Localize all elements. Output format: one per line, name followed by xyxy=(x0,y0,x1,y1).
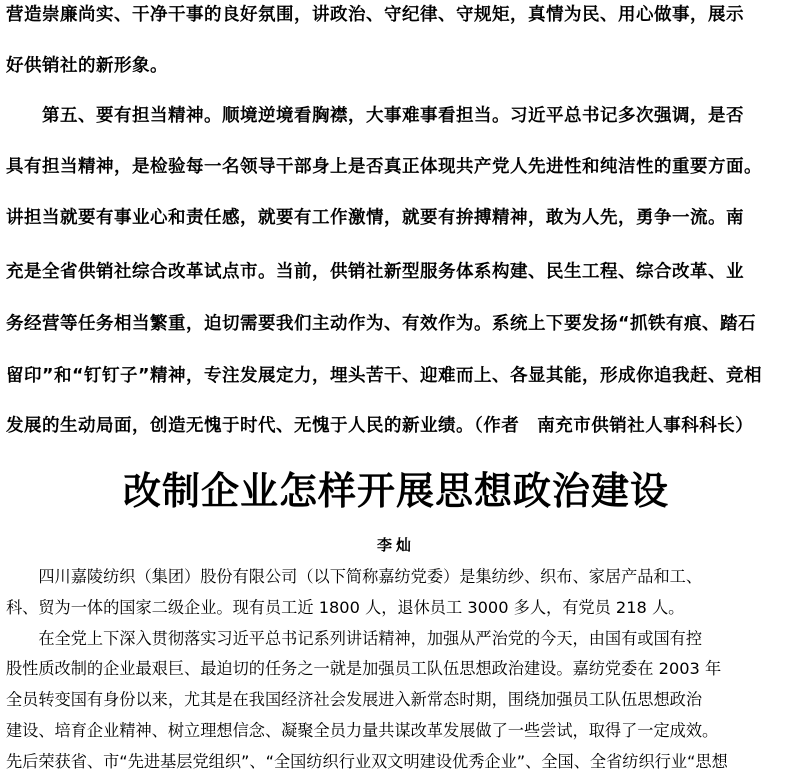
article-title: 改制企业怎样开展思想政治建设 xyxy=(122,468,669,513)
paragraph-line: 建设、培育企业精神、树立理想信念、凝聚全员力量共谋改革发展做了一些尝试，取得了一定成效。 xyxy=(6,721,719,740)
paragraph-line: 股性质改制的企业最艰巨、最迫切的任务之一就是加强员工队伍思想政治建设。嘉纺党委在 2003 年 xyxy=(6,659,722,678)
paragraph-line: 四川嘉陵纺织（集团）股份有限公司（以下简称嘉纺党委）是集纺纱、织布、家居产品和工、 xyxy=(6,567,703,586)
paragraph-line: 务经营等任务相当繁重，迫切需要我们主动作为、有效作为。系统上下要发扬“抓铁有痕、踏石 xyxy=(6,314,756,334)
paragraph-line: 具有担当精神，是检验每一名领导干部身上是否真正体现共产党人先进性和纯洁性的重要方面。 xyxy=(6,157,762,177)
paragraph-line: 全员转变国有身份以来，尤其是在我国经济社会发展进入新常态时期，围绕加强员工队伍思想政治 xyxy=(6,690,703,709)
paragraph-line: 第五、要有担当精神。顺境逆境看胸襟，大事难事看担当。习近平总书记多次强调，是否 xyxy=(6,106,744,126)
article-author: 李灿 xyxy=(376,536,415,554)
paragraph-line: 留印”和“钉钉子”精神，专注发展定力，埋头苦干、迎难而上、各显其能，形成你追我赶、竞相 xyxy=(6,366,763,386)
paragraph-line: 先后荣获省、市“先进基层党组织”、“全国纺织行业双文明建设优秀企业”、全国、全省纺织行业“思想 xyxy=(6,752,728,771)
paragraph-line: 营造崇廉尚实、干净干事的良好氛围，讲政治、守纪律、守规矩，真情为民、用心做事，展示 xyxy=(6,5,744,25)
paragraph-line: 讲担当就要有事业心和责任感，就要有工作激情，就要有拚搏精神，敢为人先，勇争一流。南 xyxy=(6,208,744,228)
paragraph-line: 好供销社的新形象。 xyxy=(6,56,168,76)
paragraph-line: 在全党上下深入贯彻落实习近平总书记系列讲话精神，加强从严治党的今天，由国有或国有控 xyxy=(6,629,703,648)
paragraph-line: 发展的生动局面，创造无愧于时代、无愧于人民的新业绩。（作者 南充市供销社人事科科长） xyxy=(6,416,754,436)
paragraph-line: 充是全省供销社综合改革试点市。当前，供销社新型服务体系构建、民生工程、综合改革、业 xyxy=(6,262,744,282)
paragraph-line: 科、贸为一体的国家二级企业。现有员工近 1800 人，退休员工 3000 多人，有党员 218 人。 xyxy=(6,598,685,617)
